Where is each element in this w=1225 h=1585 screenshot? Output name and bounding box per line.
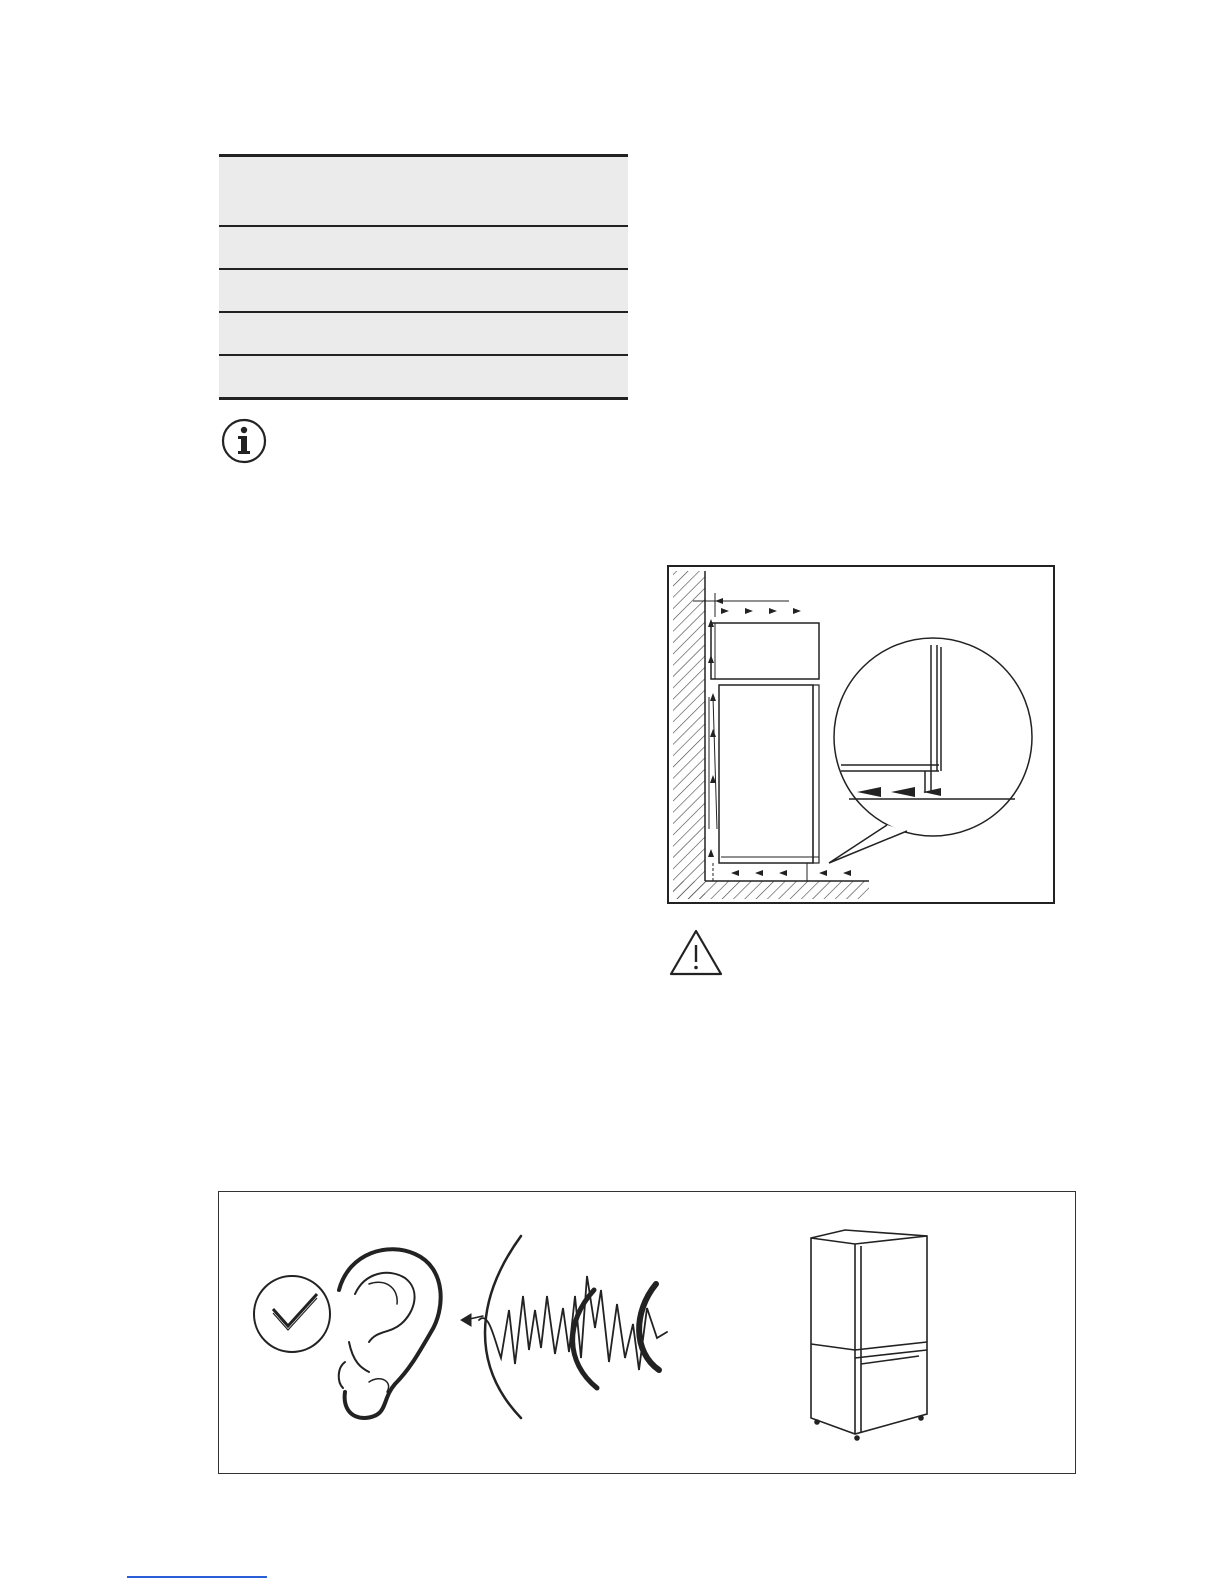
ventilation-diagram: [669, 567, 1055, 904]
table-row: [219, 355, 628, 399]
spec-table: [219, 154, 628, 400]
wall-hatch: [673, 571, 705, 899]
table-cell: [219, 355, 628, 399]
noise-illustration-panel: [218, 1191, 1076, 1474]
ear-icon: [339, 1249, 441, 1418]
footer-link-underline[interactable]: [127, 1576, 267, 1578]
table-cell: [219, 269, 628, 312]
table-cell: [219, 312, 628, 355]
floor-hatch: [673, 881, 869, 899]
table-header-row: [219, 156, 628, 227]
info-icon: [220, 418, 270, 464]
table-row: [219, 269, 628, 312]
ventilation-figure: [667, 565, 1055, 904]
warning-triangle-icon: [668, 928, 724, 978]
upper-cabinet: [711, 623, 819, 679]
table-header-cell: [219, 156, 628, 227]
appliance-body: [719, 685, 813, 863]
fridge-freezer-icon: [811, 1230, 927, 1440]
table-row: [219, 312, 628, 355]
table-cell: [219, 226, 628, 269]
detail-callout: [834, 638, 1032, 836]
table-row: [219, 226, 628, 269]
sound-wave-icon: [461, 1236, 667, 1418]
checkmark-icon: [254, 1276, 330, 1352]
noise-illustration: [219, 1192, 1074, 1472]
